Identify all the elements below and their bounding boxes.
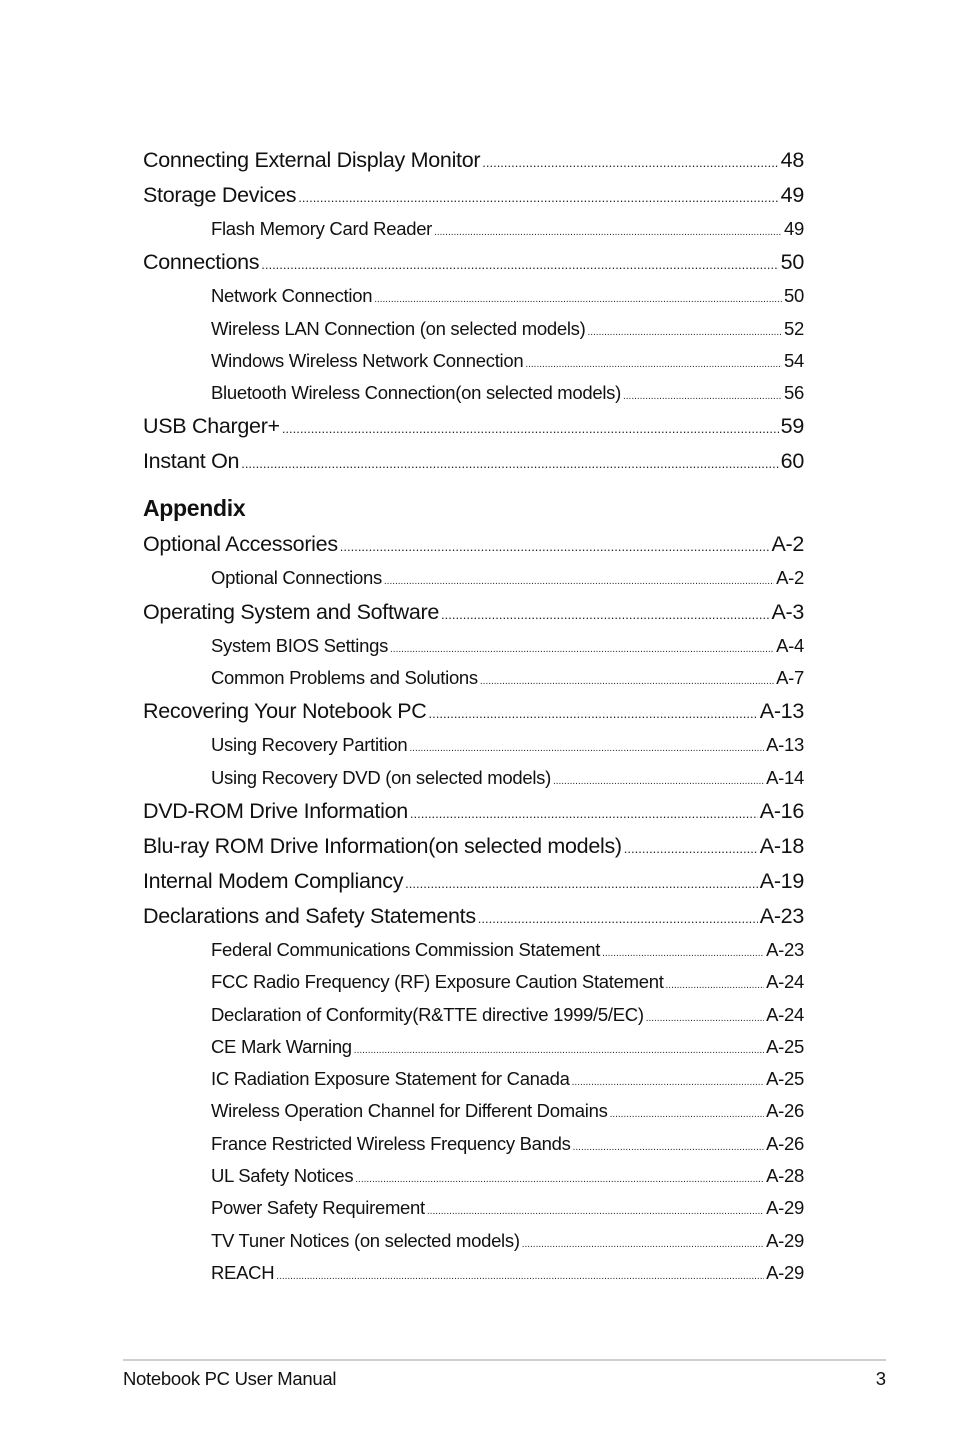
toc-entry-page: A-23 [759,903,804,928]
toc-entry[interactable] [143,694,804,729]
toc-entry-page: A-25 [766,1035,804,1057]
toc-entry-title: Federal Communications Commission Statement [211,938,601,960]
toc-subentry[interactable] [143,213,804,245]
toc-entry-title: Blu-ray ROM Drive Information(on selected models) [143,833,622,858]
toc-entry-title: Optional Connections [211,567,382,589]
toc-entry-title: France Restricted Wireless Frequency Bands [211,1132,571,1154]
toc-entry-title: Optional Accessories [143,532,338,557]
toc-entry-page: A-3 [771,599,804,624]
appendix-heading: Appendix [143,495,246,522]
toc-group-main [143,143,804,479]
toc-subentry[interactable] [143,1128,804,1160]
toc-subentry[interactable] [143,1192,804,1224]
toc-entry-title: FCC Radio Frequency (RF) Exposure Caution Statement [211,971,664,993]
toc-subentry[interactable] [143,1031,804,1063]
toc-entry-title: CE Mark Warning [211,1035,352,1057]
toc-dot-leader [384,566,774,598]
toc-subentry[interactable] [143,1257,804,1289]
toc-entry-title: REACH [211,1261,275,1283]
toc-subentry[interactable] [143,280,804,312]
toc-subentry[interactable] [143,562,804,594]
toc-dot-leader [276,1261,764,1293]
toc-dot-leader [646,1003,764,1035]
toc-group-appendix [143,527,804,1289]
toc-entry-page: 49 [784,218,804,239]
toc-entry-title: DVD-ROM Drive Information [143,798,408,823]
toc-subentry[interactable] [143,630,804,662]
toc-entry-title: IC Radiation Exposure Statement for Canada [211,1068,570,1090]
toc-entry-title: Declaration of Conformity(R&TTE directive 1999/5/EC) [211,1003,644,1025]
toc-entry-page: A-13 [759,699,804,724]
toc-subentry[interactable] [143,313,804,345]
toc-dot-leader [610,1099,765,1131]
toc-entry-title: Common Problems and Solutions [211,667,478,689]
toc-entry-title: Windows Wireless Network Connection [211,349,524,371]
toc-subentry[interactable] [143,729,804,761]
toc-entry[interactable] [143,864,804,899]
toc-dot-leader [410,796,758,831]
toc-entry-title: Connecting External Display Monitor [143,148,481,172]
toc-subentry[interactable] [143,1095,804,1127]
toc-subentry[interactable] [143,1063,804,1095]
toc-entry[interactable] [143,829,804,864]
toc-dot-leader [623,381,782,413]
toc-entry-page: A-2 [771,532,804,557]
toc-entry-page: A-24 [766,1003,804,1025]
toc-entry-title: Instant On [143,449,240,474]
toc-dot-leader [282,411,779,446]
toc-entry-page: 59 [780,414,804,439]
toc-entry-page: 48 [780,148,804,172]
toc-entry[interactable] [143,527,804,562]
toc-entry-title: TV Tuner Notices (on selected models) [211,1229,520,1251]
toc-entry-page: 50 [780,250,804,275]
toc-entry-page: 56 [784,382,804,404]
toc-entry[interactable] [143,178,804,213]
toc-entry[interactable] [143,899,804,934]
toc-dot-leader [441,597,769,632]
toc-dot-leader [624,831,758,866]
toc-subentry[interactable] [143,934,804,966]
toc-entry-page: A-28 [766,1165,804,1187]
toc-entry-page: A-29 [766,1197,804,1219]
toc-subentry[interactable] [143,377,804,409]
toc-entry[interactable] [143,595,804,630]
toc-entry-page: 54 [784,349,804,371]
toc-dot-leader [587,317,782,349]
toc-entry-page: A-16 [759,798,804,823]
toc-dot-leader [522,1229,764,1261]
toc-entry-title: Flash Memory Card Reader [211,218,433,239]
toc-entry-title: Recovering Your Notebook PC [143,699,427,724]
toc-entry-title: Using Recovery DVD (on selected models) [211,766,551,788]
toc-entry-page: A-19 [759,868,804,893]
toc-dot-leader [478,901,758,936]
toc-entry-title: Connections [143,250,260,275]
toc-dot-leader [298,180,778,215]
toc-subentry[interactable] [143,345,804,377]
toc-dot-leader [666,970,765,1002]
toc-entry-title: Wireless Operation Channel for Different Domains [211,1100,608,1122]
toc-subentry[interactable] [143,762,804,794]
toc-entry-title: Bluetooth Wireless Connection(on selected models) [211,382,621,404]
toc-dot-leader [482,145,778,180]
toc-dot-leader [241,446,778,481]
toc-entry-title: Using Recovery Partition [211,734,408,756]
toc-entry-page: A-26 [766,1132,804,1154]
toc-entry-page: A-18 [759,833,804,858]
toc-entry-page: A-2 [776,567,804,589]
toc-dot-leader [434,217,782,249]
toc-entry-page: A-14 [766,766,804,788]
toc-dot-leader [261,247,778,282]
toc-subentry[interactable] [143,662,804,694]
toc-dot-leader [480,666,774,698]
footer-page-number: 3 [875,1368,886,1389]
toc-entry-page: A-26 [766,1100,804,1122]
toc-dot-leader [405,866,758,901]
toc-entry-page: 52 [784,317,804,339]
toc-entry-page: 49 [780,183,804,207]
toc-subentry[interactable] [143,1160,804,1192]
toc-entry-page: A-24 [766,971,804,993]
toc-entry-title: Power Safety Requirement [211,1197,425,1219]
toc-entry-title: Internal Modem Compliancy [143,868,404,893]
toc-entry-title: Storage Devices [143,183,297,207]
toc-entry[interactable] [143,794,804,829]
toc-dot-leader [340,529,770,564]
footer-divider [123,1359,886,1361]
toc-subentry[interactable] [143,966,804,998]
toc-entry-page: A-7 [776,667,804,689]
toc-entry-page: A-13 [766,734,804,756]
toc-entry[interactable] [143,444,804,479]
toc-dot-leader [429,696,758,731]
toc-entry-title: Operating System and Software [143,599,440,624]
toc-entry-title: Wireless LAN Connection (on selected models) [211,317,586,339]
footer-manual-title: Notebook PC User Manual [123,1368,337,1389]
table-of-contents [143,143,804,1289]
toc-entry-page: A-29 [766,1229,804,1251]
toc-entry-page: A-23 [766,938,804,960]
toc-entry-title: System BIOS Settings [211,634,389,656]
toc-subentry[interactable] [143,999,804,1031]
toc-entry[interactable] [143,409,804,444]
toc-entry-page: A-29 [766,1261,804,1283]
toc-entry-title: Network Connection [211,285,373,307]
toc-entry[interactable] [143,143,804,178]
toc-dot-leader [553,766,764,798]
toc-entry-page: A-4 [776,634,804,656]
toc-entry-page: A-25 [766,1068,804,1090]
toc-entry-title: UL Safety Notices [211,1165,354,1187]
toc-entry-page: 60 [780,449,804,474]
toc-entry-title: USB Charger+ [143,414,280,439]
toc-entry[interactable] [143,245,804,280]
toc-entry-page: 50 [784,285,804,307]
toc-dot-leader [573,1132,765,1164]
toc-entry-title: Declarations and Safety Statements [143,903,476,928]
toc-subentry[interactable] [143,1225,804,1257]
